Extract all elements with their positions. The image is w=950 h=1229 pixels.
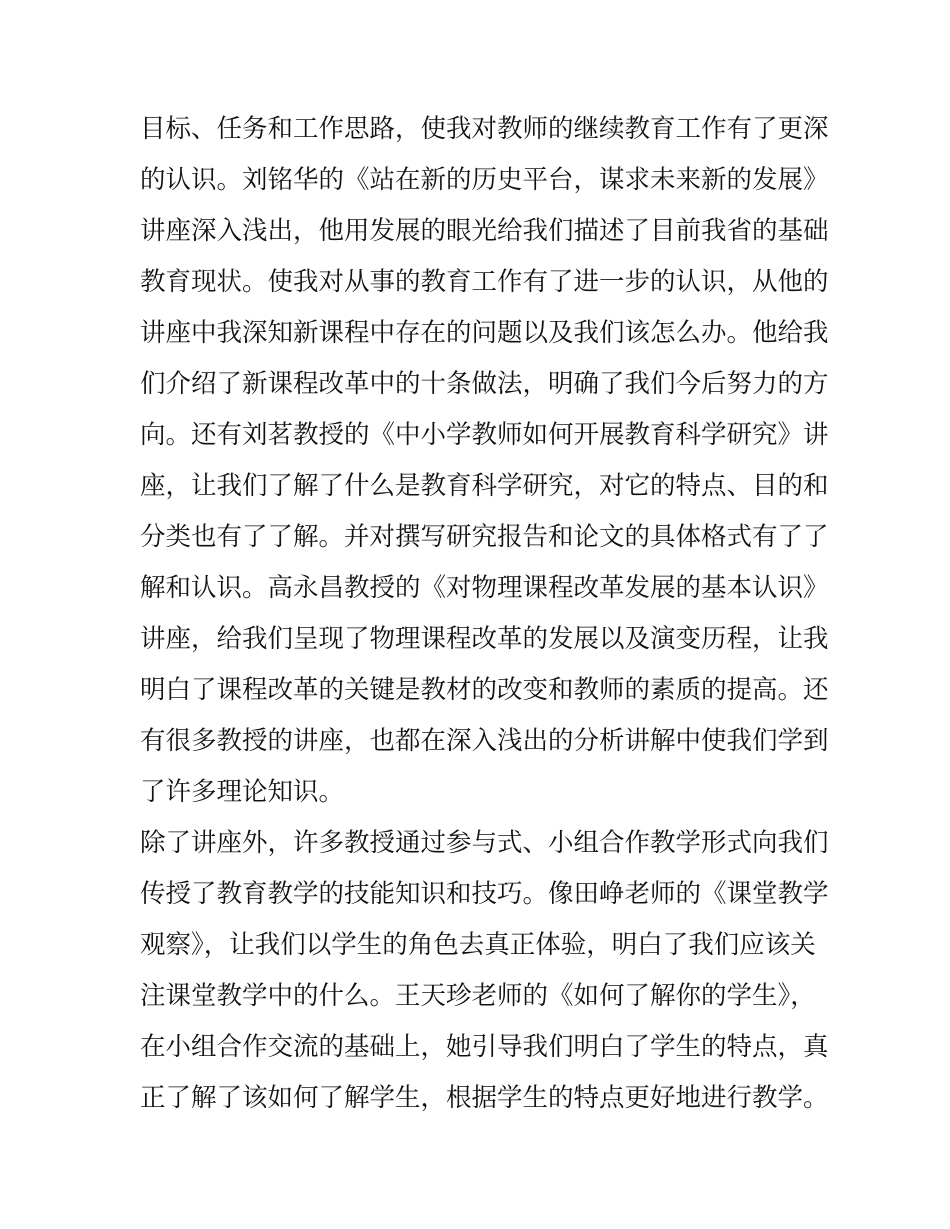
text-line: 明白了课程改革的关键是教材的改变和教师的素质的提高。还 xyxy=(140,675,829,705)
text-line: 解和认识。高永昌教授的《对物理课程改革发展的基本认识》 xyxy=(140,573,829,603)
text-line: 分类也有了了解。并对撰写研究报告和论文的具体格式有了了 xyxy=(140,522,829,552)
text-line: 们介绍了新课程改革中的十条做法，明确了我们今后努力的方 xyxy=(140,369,829,399)
text-line: 的认识。刘铭华的《站在新的历史平台，谋求未来新的发展》 xyxy=(140,165,829,195)
text-line: 讲座深入浅出，他用发展的眼光给我们描述了目前我省的基础 xyxy=(140,216,829,246)
text-line: 向。还有刘茗教授的《中小学教师如何开展教育科学研究》讲 xyxy=(140,420,829,450)
text-line: 正了解了该如何了解学生，根据学生的特点更好地进行教学。 xyxy=(140,1083,829,1113)
text-line: 目标、任务和工作思路，使我对教师的继续教育工作有了更深 xyxy=(140,114,829,144)
text-line: 注课堂教学中的什么。王天珍老师的《如何了解你的学生》， xyxy=(140,981,816,1011)
text-line: 传授了教育教学的技能知识和技巧。像田峥老师的《课堂教学 xyxy=(140,879,829,909)
text-line: 了许多理论知识。 xyxy=(140,777,345,807)
text-line: 观察》，让我们以学生的角色去真正体验，明白了我们应该关 xyxy=(140,930,816,960)
text-line: 讲座，给我们呈现了物理课程改革的发展以及演变历程，让我 xyxy=(140,624,829,654)
text-line: 有很多教授的讲座，也都在深入浅出的分析讲解中使我们学到 xyxy=(140,726,829,756)
document-body xyxy=(140,104,829,1124)
text-line: 在小组合作交流的基础上，她引导我们明白了学生的特点，真 xyxy=(140,1032,829,1062)
text-line: 讲座中我深知新课程中存在的问题以及我们该怎么办。他给我 xyxy=(140,318,829,348)
text-line: 座，让我们了解了什么是教育科学研究，对它的特点、目的和 xyxy=(140,471,829,501)
text-line: 教育现状。使我对从事的教育工作有了进一步的认识，从他的 xyxy=(140,267,829,297)
text-line: 除了讲座外，许多教授通过参与式、小组合作教学形式向我们 xyxy=(140,828,829,858)
